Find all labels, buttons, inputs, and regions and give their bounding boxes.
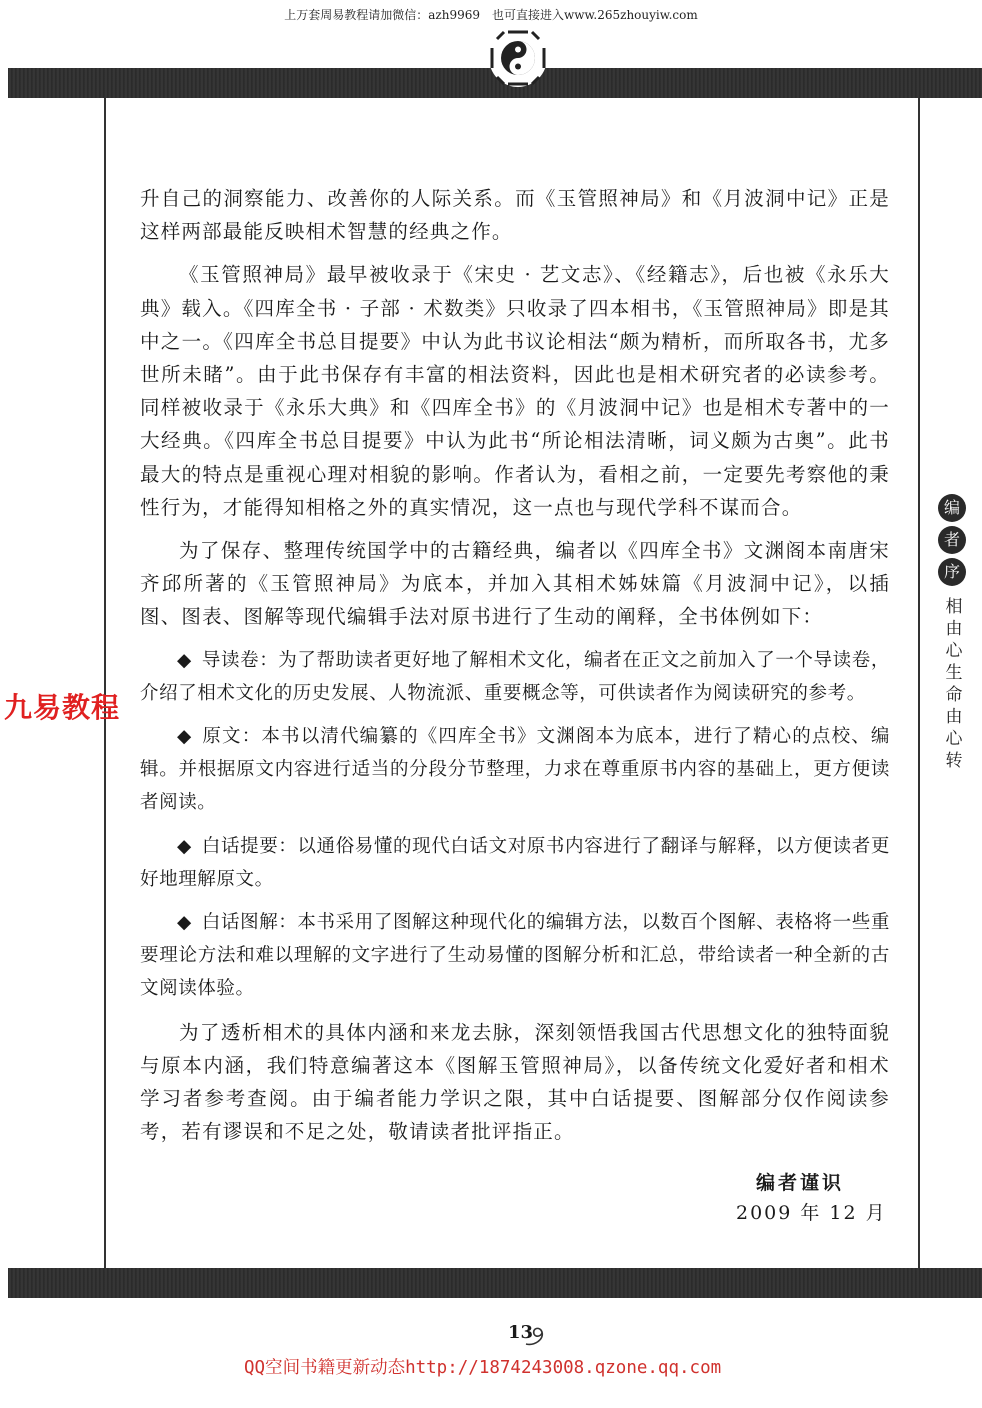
side-chapter-tab — [938, 494, 972, 772]
bottom-decorative-bar — [8, 1268, 982, 1298]
bullet-baihua-tiyao — [140, 830, 890, 896]
red-watermark: 九易教程 — [4, 691, 121, 724]
paragraph-1: 升自己的洞察能力、改善你的人际关系。而《玉管照神局》和《月波洞中记》正是这样两部最能反映相术智慧的经典之作。 — [140, 187, 890, 244]
diamond-icon: ◆ — [177, 835, 192, 857]
bullet-baihua-tujie — [140, 906, 890, 1006]
bullet-text-4: 白话图解：本书采用了图解这种现代化的编辑方法，以数百个图解、表格将一些重要理论方法和难以理解的文字进行了生动易懂的图解分析和汇总，带给读者一种全新的古文阅读体验。 — [140, 912, 890, 1000]
footer-watermark: QQ空间书籍更新动态http://1874243008.qzone.qq.com — [244, 1358, 722, 1378]
signature: 编者谨识 — [756, 1172, 845, 1194]
bullet-daoduijuan — [140, 644, 890, 710]
right-rule — [918, 98, 920, 1268]
bagua-taiji-icon — [488, 28, 548, 88]
side-char-3: 序 — [938, 558, 966, 586]
date: 2009 年 12 月 — [736, 1202, 887, 1224]
diamond-icon: ◆ — [177, 726, 193, 748]
paragraph-3: 为了保存、整理传统国学中的古籍经典，编者以《四库全书》文渊阁本南唐宋齐邱所著的《玉管照神局》为底本，并加入其相术姊妹篇《月波洞中记》，以插图、图表、图解等现代编辑手法对原书进行了生动的阐释，全书体例如下： — [140, 539, 890, 629]
side-motto: 相由心生 命由心转 — [945, 597, 963, 771]
bullet-yuanwen — [140, 720, 890, 820]
paragraph-4: 为了透析相术的具体内涵和来龙去脉，深刻领悟我国古代思想文化的独特面貌与原本内涵，我们特意编著这本《图解玉管照神局》，以备传统文化爱好者和相术学习者参考查阅。由于编者能力学识之限，其中白话提要、图解部分仅作阅读参考，若有谬误和不足之处，敬请读者批评指正。 — [140, 1020, 890, 1144]
bullet-text-1: 导读卷：为了帮助读者更好地了解相术文化，编者在正文之前加入了一个导读卷，介绍了相术文化的历史发展、人物流派、重要概念等，可供读者作为阅读研究的参考。 — [140, 649, 890, 704]
page-number: 13 — [508, 1322, 534, 1343]
main-text — [140, 182, 890, 1148]
diamond-icon: ◆ — [177, 649, 192, 671]
left-rule — [104, 98, 106, 1268]
paragraph-2: 《玉管照神局》最早被收录于《宋史 · 艺文志》、《经籍志》，后也被《永乐大典》载入。《四库全书 · 子部 · 术数类》只收录了四本相书，《玉管照神局》即是其中之一。《四库全书总目提要》中认为此书议论相法“颇为精析，而所取各书，尤多世所未睹”。由于此书保存有丰富的相法资料，因此也是相术研究者的必读参考。同样被收录于《永乐大典》和《四库全书》的《月波洞中记》也是相术专著中的一大经典。《四库全书总目提要》中认为此书“所论相法清晰，词义颇为古奥”。此书最大的特点是重视心理对相貌的影响。作者认为，看相之前，一定要先考察他的秉性行为，才能得知相格之外的真实情况，这一点也与现代学科不谋而合。 — [140, 263, 890, 519]
side-char-1: 编 — [938, 494, 966, 522]
bullet-text-2: 原文：本书以清代编纂的《四库全书》文渊阁本为底本，进行了精心的点校、编辑。并根据原文内容进行适当的分段分节整理，力求在尊重原书内容的基础上，更方便读者阅读。 — [140, 726, 890, 814]
side-char-2: 者 — [938, 526, 966, 554]
diamond-icon: ◆ — [177, 912, 192, 934]
top-watermark: 上万套周易教程请加微信：azh9969 也可直接进入www.265zhouyiw.com — [284, 8, 698, 22]
bullet-text-3: 白话提要：以通俗易懂的现代白话文对原书内容进行了翻译与解释，以方便读者更好地理解原文。 — [140, 835, 890, 890]
swirl-ornament-icon — [524, 1322, 554, 1348]
